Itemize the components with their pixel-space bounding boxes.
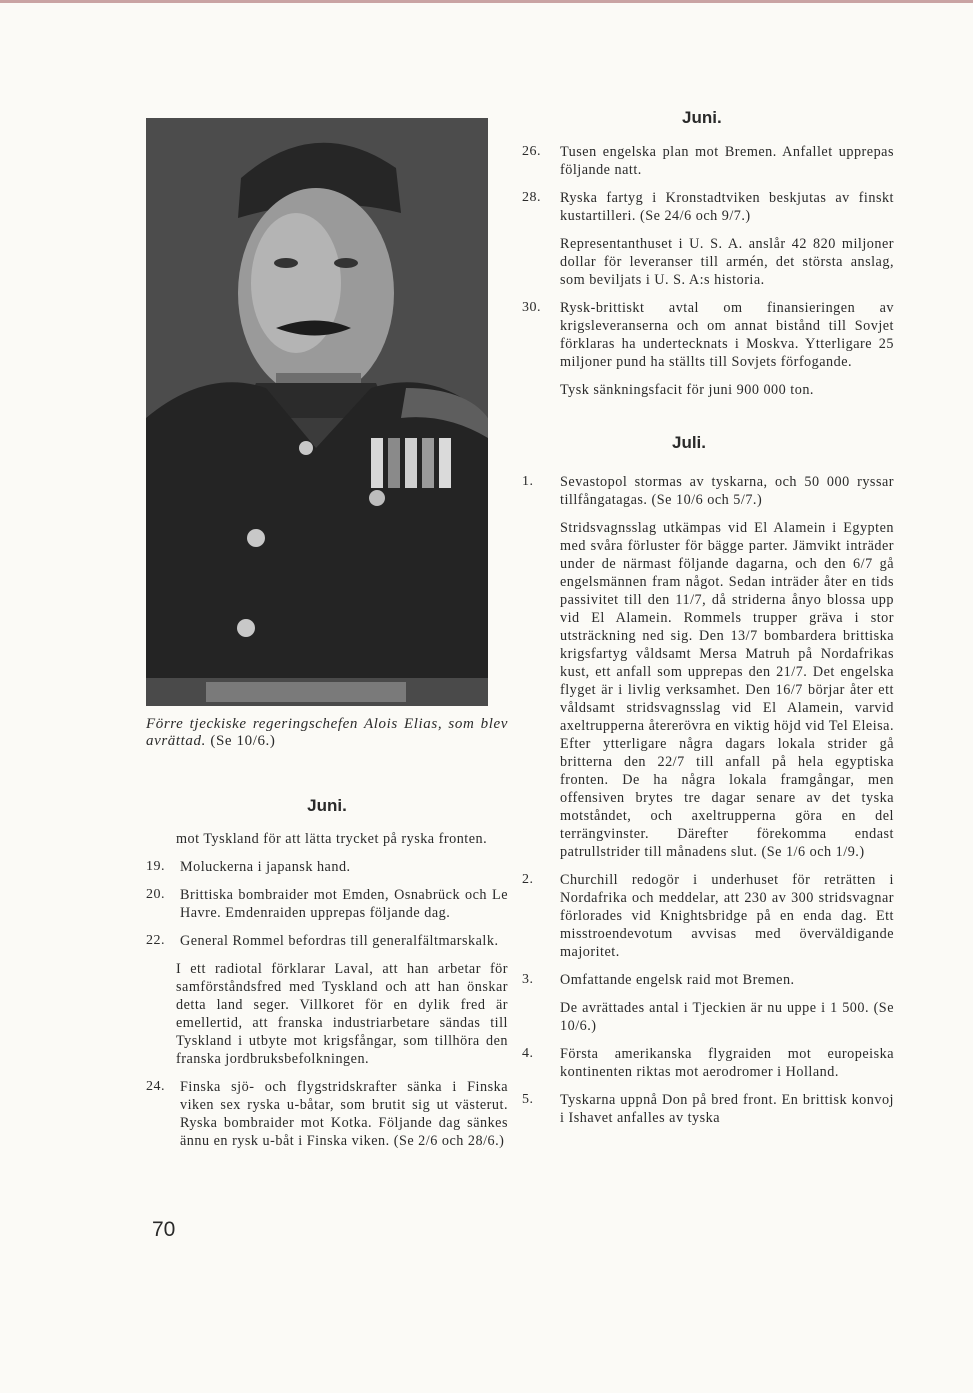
portrait-photo xyxy=(146,118,488,706)
entry-paragraph: Representanthuset i U. S. A. anslår 42 820 miljoner dollar för leveranser till armén, det största anslag, som beviljats i U. S. A:s historia. xyxy=(560,236,894,288)
entry-text: Ryska fartyg i Kronstadtviken beskjutas av finskt kustartilleri. (Se 24/6 och 9/7.) xyxy=(560,190,894,224)
chronicle-entry xyxy=(522,1045,894,1081)
left-entries xyxy=(146,858,508,1150)
chronicle-entry xyxy=(146,932,508,950)
entry-text: Tusen engelska plan mot Bremen. Anfallet upprepas följande natt. xyxy=(560,144,894,178)
chronicle-entry xyxy=(146,886,508,922)
entry-date: 20. xyxy=(146,887,165,902)
page-number: 70 xyxy=(152,1218,176,1241)
entry-text: Moluckerna i japansk hand. xyxy=(180,859,351,875)
entry-date: 28. xyxy=(522,190,541,205)
entry-paragraph: Stridsvagnsslag utkämpas vid El Alamein i Egypten med svåra förluster för bägge parter. Jämvikt inträder under de närmast följande dagarna, och den 6/7 gå engelsmännen fram något. Sedan inträder åter en tids passivitet till den 11/7, då striderna ånyo blossa upp vid El Alamein. Rommels trupper gräva i stor utsträckning ned sig. Den 13/7 bombardera brittiska krigsfartyg våldsamt Mersa Matruh på Nordafrikas kust, ett anfall som upprepas den 21/7. Det engelska flyget är i livlig verksamhet. Den 16/7 börjar åter ett våldsamt stridsvagnsslag vid El Alamein, varvid axeltrupperna återerövra en viktig höjd vid Tel Eleisa. Efter ytterligare några dagars lokala strider gå britterna den 22/7 till anfall på hela egyptiska fronten. De ha några lokala framgångar, men offensiven brytes tre dagar senare av det tyska motståndet, och axeltrupperna göra en del terrängvinster. Därefter förekomma endast patrullstrider till månadens slut. (Se 1/6 och 1/9.) xyxy=(560,520,894,860)
entry-date: 26. xyxy=(522,144,541,159)
entry-date: 2. xyxy=(522,872,534,887)
right-column xyxy=(522,108,894,1137)
entry-date: 19. xyxy=(146,859,165,874)
portrait-illustration xyxy=(146,118,488,706)
chronicle-entry xyxy=(522,299,894,371)
entry-date: 24. xyxy=(146,1079,165,1094)
left-column xyxy=(146,118,508,1160)
continuation-text: mot Tyskland för att lätta trycket på ryska fronten. xyxy=(176,831,488,847)
caption-text: Förre tjeckiske regeringschefen Alois Elias, som blev avrättad. xyxy=(146,716,508,749)
entry-text: Churchill redogör i underhuset för reträtten i Nordafrika och meddelar, att 230 av 300 stridsvagnar förlorades vid Knightsbridge på en enda dag. Ett misstroendevotum avvisas med överväldigande majoritet. xyxy=(560,872,894,960)
entry-paragraph: Tysk sänkningsfacit för juni 900 000 ton. xyxy=(560,382,814,398)
page-top-rule xyxy=(0,0,973,3)
july-entries xyxy=(522,473,894,1127)
entry-text: Finska sjö- och flygstridskrafter sänka i Finska viken sex ryska u-båtar, som brutit sig ut västerut. Ryska bombraider mot Kotka. Följande dag sänkes ännu en rysk u-båt i Finska viken. (Se 2/6 och 28/6.) xyxy=(180,1079,508,1149)
caption-reference: (Se 10/6.) xyxy=(210,733,276,749)
entry-text: Omfattande engelsk raid mot Bremen. xyxy=(560,972,795,988)
chronicle-entry xyxy=(146,1078,508,1150)
chronicle-entry xyxy=(522,143,894,179)
chronicle-entry xyxy=(522,473,894,509)
entry-paragraph: I ett radiotal förklarar Laval, att han arbetar för samförståndsfred med Tyskland och att han önskar detta land seger. Villkoret för en dylik fred är emellertid, att franska industriarbetare sändas till Tyskland i utbyte mot krigsfångar, som tillhöra den franska jordbruksbefolkningen. xyxy=(176,961,508,1067)
chronicle-entry xyxy=(522,971,894,989)
entry-paragraph: De avrättades antal i Tjeckien är nu uppe i 1 500. (Se 10/6.) xyxy=(560,1000,894,1034)
entry-date: 5. xyxy=(522,1092,534,1107)
photo-caption xyxy=(146,716,508,750)
entry-text: Första amerikanska flygraiden mot europeiska kontinenten riktas mot aerodromer i Holland. xyxy=(560,1046,894,1080)
month-heading-june-left: Juni. xyxy=(307,796,347,815)
entry-date: 3. xyxy=(522,972,534,987)
month-heading-june-right: Juni. xyxy=(682,108,722,127)
june-entries xyxy=(522,143,894,399)
entry-text: General Rommel befordras till generalfältmarskalk. xyxy=(180,933,499,949)
entry-date: 4. xyxy=(522,1046,534,1061)
entry-text: Tyskarna uppnå Don på bred front. En brittisk konvoj i Ishavet anfalles av tyska xyxy=(560,1092,894,1126)
entry-text: Sevastopol stormas av tyskarna, och 50 000 ryssar tillfångatagas. (Se 10/6 och 5/7.) xyxy=(560,474,894,508)
entry-date: 1. xyxy=(522,474,534,489)
entry-text: Rysk-brittiskt avtal om finansieringen av krigsleveranserna och om annat bistånd till Sovjet förklaras ha undertecknats i Moskva. Ytterligare 25 miljoner pund ha ställts till Sovjets förfogande. xyxy=(560,300,894,370)
chronicle-entry xyxy=(522,189,894,225)
entry-text: Brittiska bombraider mot Emden, Osnabrück och Le Havre. Emdenraiden upprepas följande dag. xyxy=(180,887,508,921)
chronicle-entry xyxy=(146,858,508,876)
chronicle-entry xyxy=(522,871,894,961)
chronicle-entry xyxy=(522,1091,894,1127)
month-heading-july: Juli. xyxy=(672,433,707,452)
entry-date: 30. xyxy=(522,300,541,315)
entry-date: 22. xyxy=(146,933,165,948)
